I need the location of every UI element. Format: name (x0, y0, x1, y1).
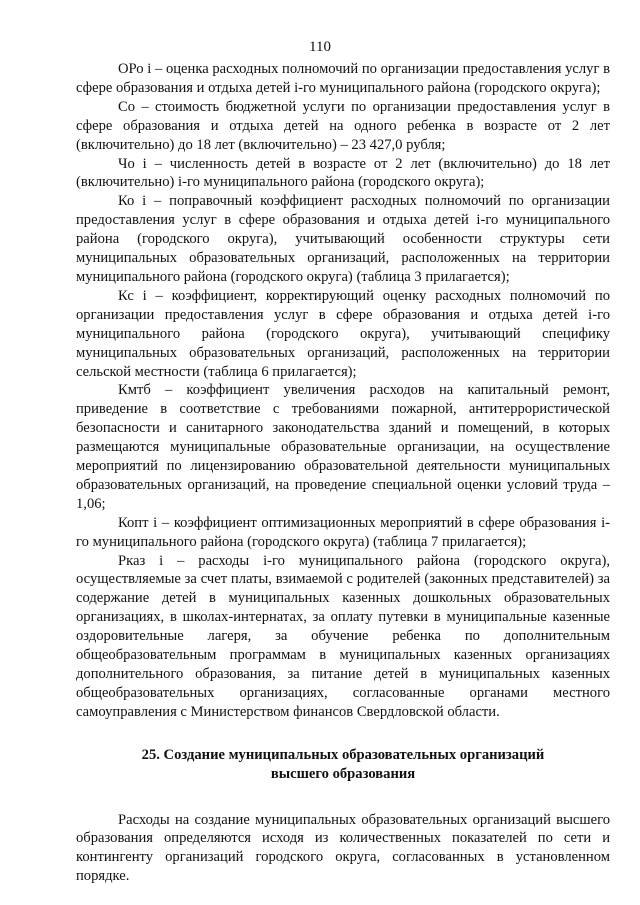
definition-paragraph-kopt: Копт i – коэффициент оптимизационных мероприятий в сфере образования i-го муниципального района (городского округа) (таблица 7 прилагается); (76, 514, 610, 550)
section-heading-line-1: 25. Создание муниципальных образовательных организаций (141, 746, 545, 763)
definition-paragraph-oro: ОРо i – оценка расходных полномочий по организации предоставления услуг в сфере образования и отдыха детей i-го муниципального района (городского округа); (76, 61, 610, 96)
definition-paragraph-rkaz: Рказ i – расходы i-го муниципального района (городского округа), осуществляемые за счет платы, взимаемой с родителей (законных представителей) за содержание детей в муниципальных казенных дошкольных образовательных организациях, в школах-интернатах, за оплату путевки в муниципальные казенные оздоровительные лагеря, за обучение ребенка по дополнительным общеобразовательным программам в муниципальных казенных организациях дополнительного образования, за питание детей в муниципальных казенных общеобразовательных организациях, согласованные органами местного самоуправления с Министерством финансов Свердловской области. (76, 552, 610, 720)
definition-paragraph-kmtb: Кмтб – коэффициент увеличения расходов на капитальный ремонт, приведение в соответствие с требованиями пожарной, антитеррористической безопасности и санитарного законодательства зданий и помещений, в которых размещаются муниципальные образовательные организации, на осуществление мероприятий по лицензированию образовательной деятельности муниципальных образовательных организаций, на проведение специальной оценки условий труда – 1,06; (76, 382, 610, 512)
definition-paragraph-ks: Кс i – коэффициент, корректирующий оценку расходных полномочий по организации предоставления услуг в сфере образования и отдыха детей i-го муниципального района (городского округа), учитывающий специфику муниципальных образовательных организаций, расположенных на территории сельской местности (таблица 6 прилагается); (76, 287, 610, 380)
section-heading-line-2: высшего образования (270, 765, 416, 782)
definition-paragraph-cho: Чо i – численность детей в возрасте от 2 лет (включительно) до 18 лет (включительно) i-го муниципального района (городского округа); (76, 155, 610, 191)
definition-paragraph-so: Со – стоимость бюджетной услуги по организации предоставления услуг в сфере образования и отдыха детей на одного ребенка в возрасте от 2 лет (включительно) до 18 лет (включительно) – 23 427,0 рубля; (76, 98, 610, 153)
page-number: 110 (309, 39, 331, 55)
section-paragraph: Расходы на создание муниципальных образовательных организаций высшего образования определяются исходя из количественных показателей по сети и контингенту организаций городского округа, согласованных в установленном порядке. (76, 811, 610, 885)
section-heading (76, 746, 610, 784)
document-body (76, 60, 610, 886)
definition-paragraph-ko: Ко i – поправочный коэффициент расходных полномочий по организации предоставления услуг в сфере образования и отдыха детей i-го муниципального района (городского округа), учитывающий особенности структуры сети муниципальных образовательных организаций, расположенных на территории муниципального района (городского округа) (таблица 3 прилагается); (76, 193, 610, 285)
